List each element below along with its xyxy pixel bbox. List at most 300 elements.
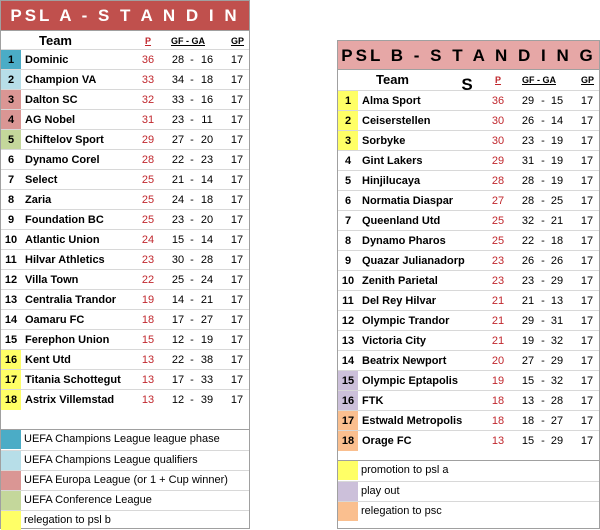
- games-played-cell: 17: [580, 95, 594, 107]
- legend-label: UEFA Europa League (or 1 + Cup winner): [24, 474, 228, 486]
- team-name: Astrix Villemstad: [25, 394, 115, 406]
- team-name: Atlantic Union: [25, 234, 100, 246]
- rank-cell: 4: [1, 110, 21, 130]
- points-cell: 28: [491, 175, 505, 187]
- games-played-cell: 17: [580, 355, 594, 367]
- games-played-cell: 17: [230, 314, 244, 326]
- team-name: Estwald Metropolis: [362, 415, 463, 427]
- points-cell: 21: [491, 295, 505, 307]
- games-played-cell: 17: [580, 415, 594, 427]
- points-cell: 25: [491, 235, 505, 247]
- points-cell: 13: [141, 394, 155, 406]
- points-cell: 29: [141, 134, 155, 146]
- goals-against-cell: 31: [550, 315, 564, 327]
- points-cell: 28: [141, 154, 155, 166]
- goals-for-cell: 27: [171, 134, 185, 146]
- rank-cell: 9: [7, 214, 15, 226]
- psl-a-column-header: [1, 31, 249, 51]
- games-played-cell: 17: [580, 175, 594, 187]
- goals-against-cell: 29: [550, 435, 564, 447]
- goals-for-cell: 15: [521, 375, 535, 387]
- points-cell: 25: [141, 174, 155, 186]
- goals-for-cell: 29: [521, 315, 535, 327]
- rank-cell: 1: [1, 50, 21, 70]
- team-name: Normatia Diaspar: [362, 195, 454, 207]
- games-played-column-header: GP: [231, 36, 245, 46]
- games-played-cell: 17: [580, 195, 594, 207]
- points-cell: 33: [141, 74, 155, 86]
- table-row: [338, 350, 599, 370]
- goals-separator: -: [190, 354, 194, 366]
- goals-for-column-header: GF - GA: [171, 36, 205, 46]
- team-name: Dynamo Corel: [25, 154, 100, 166]
- legend-item: [1, 490, 249, 510]
- goals-for-cell: 23: [171, 214, 185, 226]
- team-name: Foundation BC: [25, 214, 104, 226]
- legend-item: [1, 430, 249, 450]
- team-name: Kent Utd: [25, 354, 71, 366]
- points-column-header: P: [145, 36, 152, 46]
- team-name: Dalton SC: [25, 94, 78, 106]
- goals-against-cell: 18: [550, 235, 564, 247]
- goals-separator: -: [541, 315, 545, 327]
- goals-separator: -: [190, 114, 194, 126]
- goals-separator: -: [190, 294, 194, 306]
- goals-against-cell: 38: [200, 354, 214, 366]
- table-row: [1, 389, 249, 409]
- goals-separator: -: [190, 94, 194, 106]
- games-played-cell: 17: [580, 315, 594, 327]
- rank-cell: 8: [344, 235, 352, 247]
- psl-a-legend: [1, 429, 249, 528]
- table-row: [1, 69, 249, 89]
- team-name: Orage FC: [362, 435, 412, 447]
- legend-label: relegation to psc: [361, 505, 442, 517]
- legend-swatch: [338, 461, 358, 480]
- table-row: [1, 329, 249, 349]
- team-name: Victoria City: [362, 335, 426, 347]
- goals-separator: -: [541, 275, 545, 287]
- goals-for-cell: 23: [171, 114, 185, 126]
- goals-separator: -: [190, 134, 194, 146]
- legend-swatch: [1, 511, 21, 530]
- goals-separator: -: [541, 175, 545, 187]
- rank-cell: 16: [338, 391, 358, 411]
- table-row: [338, 310, 599, 330]
- table-row: [1, 89, 249, 109]
- goals-against-cell: 15: [550, 95, 564, 107]
- goals-for-cell: 14: [171, 294, 185, 306]
- goals-for-cell: 33: [171, 94, 185, 106]
- points-cell: 22: [141, 274, 155, 286]
- rank-cell: 11: [342, 295, 354, 307]
- table-row: [338, 390, 599, 410]
- goals-against-cell: 33: [200, 374, 214, 386]
- rank-cell: 18: [338, 431, 358, 451]
- goals-for-cell: 23: [521, 135, 535, 147]
- games-played-cell: 17: [230, 274, 244, 286]
- goals-separator: -: [541, 435, 545, 447]
- games-played-cell: 17: [230, 294, 244, 306]
- rank-cell: 12: [341, 315, 355, 327]
- table-row: [1, 369, 249, 389]
- games-played-cell: 17: [230, 134, 244, 146]
- goals-separator: -: [541, 95, 545, 107]
- goals-against-cell: 32: [550, 375, 564, 387]
- goals-separator: -: [541, 115, 545, 127]
- legend-label: play out: [361, 485, 400, 497]
- team-column-header: Team: [376, 72, 409, 87]
- goals-for-cell: 34: [171, 74, 185, 86]
- table-row: [1, 49, 249, 69]
- rank-cell: 13: [4, 294, 18, 306]
- goals-for-cell: 26: [521, 255, 535, 267]
- rank-cell: 6: [7, 154, 15, 166]
- games-played-cell: 17: [230, 214, 244, 226]
- team-name: Titania Schottegut: [25, 374, 121, 386]
- rank-cell: 7: [344, 215, 352, 227]
- goals-for-cell: 31: [521, 155, 535, 167]
- psl-b-standings-table: [337, 40, 600, 529]
- points-cell: 20: [491, 355, 505, 367]
- rank-cell: 18: [1, 390, 21, 410]
- points-cell: 36: [491, 95, 505, 107]
- points-cell: 31: [141, 114, 155, 126]
- rank-cell: 2: [1, 70, 21, 90]
- goals-against-cell: 20: [200, 214, 214, 226]
- points-cell: 18: [491, 395, 505, 407]
- games-played-cell: 17: [230, 114, 244, 126]
- points-cell: 15: [141, 334, 155, 346]
- games-played-cell: 17: [230, 154, 244, 166]
- games-played-cell: 17: [230, 254, 244, 266]
- rank-cell: 5: [1, 130, 21, 150]
- goals-against-cell: 14: [200, 174, 214, 186]
- psl-b-legend: [338, 460, 599, 528]
- games-played-cell: 17: [580, 255, 594, 267]
- table-row: [338, 410, 599, 430]
- rank-cell: 9: [344, 255, 352, 267]
- goals-for-cell: 13: [521, 395, 535, 407]
- points-cell: 23: [141, 254, 155, 266]
- rank-cell: 2: [338, 111, 358, 131]
- goals-against-cell: 23: [200, 154, 214, 166]
- goals-for-cell: 12: [171, 394, 185, 406]
- legend-swatch: [1, 491, 21, 510]
- rank-cell: 10: [4, 234, 18, 246]
- goals-against-cell: 14: [550, 115, 564, 127]
- goals-separator: -: [541, 355, 545, 367]
- table-row: [338, 110, 599, 130]
- points-cell: 30: [491, 135, 505, 147]
- legend-label: UEFA Champions League league phase: [24, 433, 220, 445]
- points-cell: 18: [141, 314, 155, 326]
- table-row: [338, 130, 599, 150]
- table-row: [338, 250, 599, 270]
- points-cell: 30: [491, 115, 505, 127]
- points-cell: 23: [491, 275, 505, 287]
- points-cell: 25: [141, 194, 155, 206]
- points-cell: 13: [491, 435, 505, 447]
- goals-for-cell: 19: [521, 335, 535, 347]
- goals-for-cell: 28: [521, 195, 535, 207]
- rank-cell: 5: [344, 175, 352, 187]
- rank-cell: 3: [338, 131, 358, 151]
- psl-b-title: PSL B - S T A N D I N G S: [341, 46, 596, 94]
- team-name: Queenland Utd: [362, 215, 441, 227]
- team-column-header: Team: [39, 33, 72, 48]
- goals-for-cell: 18: [521, 415, 535, 427]
- goals-separator: -: [541, 395, 545, 407]
- table-row: [1, 269, 249, 289]
- games-played-cell: 17: [230, 334, 244, 346]
- games-played-column-header: GP: [581, 75, 595, 85]
- table-row: [1, 149, 249, 169]
- team-name: Select: [25, 174, 58, 186]
- goals-against-cell: 21: [200, 294, 214, 306]
- table-row: [338, 270, 599, 290]
- team-name: Zenith Parietal: [362, 275, 438, 287]
- goals-for-column-header: GF - GA: [522, 75, 556, 85]
- legend-item: [338, 481, 599, 501]
- points-cell: 19: [141, 294, 155, 306]
- goals-against-cell: 27: [200, 314, 214, 326]
- points-cell: 19: [491, 375, 505, 387]
- goals-against-cell: 16: [200, 54, 214, 66]
- games-played-cell: 17: [580, 215, 594, 227]
- team-name: Hilvar Athletics: [25, 254, 105, 266]
- table-row: [338, 370, 599, 390]
- team-name: Olympic Trandor: [362, 315, 450, 327]
- points-cell: 23: [491, 255, 505, 267]
- goals-against-cell: 26: [550, 255, 564, 267]
- goals-against-cell: 14: [200, 234, 214, 246]
- goals-for-cell: 12: [171, 334, 185, 346]
- legend-label: UEFA Champions League qualifiers: [24, 454, 198, 466]
- goals-separator: -: [190, 74, 194, 86]
- goals-for-cell: 32: [521, 215, 535, 227]
- goals-for-cell: 22: [521, 235, 535, 247]
- games-played-cell: 17: [230, 194, 244, 206]
- goals-separator: -: [190, 174, 194, 186]
- legend-item: [1, 450, 249, 470]
- rank-cell: 15: [4, 334, 18, 346]
- team-name: Del Rey Hilvar: [362, 295, 436, 307]
- points-cell: 18: [491, 415, 505, 427]
- rank-cell: 10: [341, 275, 355, 287]
- goals-separator: -: [541, 255, 545, 267]
- games-played-cell: 17: [230, 234, 244, 246]
- team-name: Hinjilucaya: [362, 175, 421, 187]
- goals-against-cell: 13: [550, 295, 564, 307]
- goals-for-cell: 28: [171, 54, 185, 66]
- legend-swatch: [338, 502, 358, 521]
- games-played-cell: 17: [230, 74, 244, 86]
- team-name: Zaria: [25, 194, 52, 206]
- legend-swatch: [1, 430, 21, 449]
- team-name: Sorbyke: [362, 135, 406, 147]
- rank-cell: 11: [5, 254, 17, 266]
- rank-cell: 15: [338, 371, 358, 391]
- psl-a-title: PSL A - S T A N D I N G S: [10, 6, 240, 55]
- goals-for-cell: 28: [521, 175, 535, 187]
- goals-against-cell: 18: [200, 194, 214, 206]
- rank-cell: 4: [344, 155, 352, 167]
- goals-against-cell: 19: [550, 135, 564, 147]
- points-cell: 25: [491, 215, 505, 227]
- games-played-cell: 17: [580, 375, 594, 387]
- table-row: [338, 330, 599, 350]
- goals-separator: -: [190, 234, 194, 246]
- games-played-cell: 17: [230, 174, 244, 186]
- table-row: [1, 229, 249, 249]
- rank-cell: 13: [341, 335, 355, 347]
- goals-separator: -: [541, 235, 545, 247]
- goals-against-cell: 21: [550, 215, 564, 227]
- goals-separator: -: [541, 415, 545, 427]
- games-played-cell: 17: [230, 394, 244, 406]
- rank-cell: 14: [4, 314, 18, 326]
- points-cell: 13: [141, 374, 155, 386]
- table-row: [1, 169, 249, 189]
- legend-label: UEFA Conference League: [24, 494, 152, 506]
- points-cell: 24: [141, 234, 155, 246]
- points-cell: 21: [491, 315, 505, 327]
- rank-cell: 16: [1, 350, 21, 370]
- goals-against-cell: 28: [550, 395, 564, 407]
- table-row: [1, 349, 249, 369]
- goals-against-cell: 29: [550, 355, 564, 367]
- goals-against-cell: 20: [200, 134, 214, 146]
- goals-separator: -: [541, 295, 545, 307]
- goals-for-cell: 23: [521, 275, 535, 287]
- legend-item: [338, 461, 599, 481]
- table-row: [338, 430, 599, 450]
- rank-cell: 12: [4, 274, 18, 286]
- team-name: Ferephon Union: [25, 334, 110, 346]
- team-name: Oamaru FC: [25, 314, 85, 326]
- goals-separator: -: [190, 394, 194, 406]
- points-column-header: P: [495, 75, 502, 85]
- rank-cell: 8: [7, 194, 15, 206]
- team-name: FTK: [362, 395, 384, 407]
- points-cell: 36: [141, 54, 155, 66]
- games-played-cell: 17: [580, 275, 594, 287]
- rank-cell: 1: [338, 91, 358, 111]
- table-row: [338, 170, 599, 190]
- goals-against-cell: 29: [550, 275, 564, 287]
- goals-separator: -: [541, 195, 545, 207]
- team-name: Villa Town: [25, 274, 79, 286]
- points-cell: 21: [491, 335, 505, 347]
- goals-separator: -: [190, 334, 194, 346]
- games-played-cell: 17: [580, 335, 594, 347]
- goals-against-cell: 19: [200, 334, 214, 346]
- goals-separator: -: [190, 314, 194, 326]
- table-row: [338, 210, 599, 230]
- goals-against-cell: 24: [200, 274, 214, 286]
- goals-for-cell: 15: [171, 234, 185, 246]
- team-name: Ceiserstellen: [362, 115, 431, 127]
- legend-label: relegation to psl b: [24, 514, 111, 526]
- table-row: [338, 90, 599, 110]
- goals-against-cell: 18: [200, 74, 214, 86]
- table-row: [1, 209, 249, 229]
- points-cell: 32: [141, 94, 155, 106]
- points-cell: 25: [141, 214, 155, 226]
- team-name: Beatrix Newport: [362, 355, 447, 367]
- table-row: [1, 289, 249, 309]
- goals-separator: -: [190, 154, 194, 166]
- table-row: [1, 189, 249, 209]
- goals-for-cell: 24: [171, 194, 185, 206]
- goals-separator: -: [190, 214, 194, 226]
- goals-for-cell: 21: [171, 174, 185, 186]
- team-name: Chiftelov Sport: [25, 134, 104, 146]
- games-played-cell: 17: [580, 115, 594, 127]
- psl-b-column-header: [338, 70, 599, 90]
- table-row: [338, 190, 599, 210]
- goals-against-cell: 39: [200, 394, 214, 406]
- goals-separator: -: [190, 194, 194, 206]
- goals-for-cell: 25: [171, 274, 185, 286]
- table-row: [1, 129, 249, 149]
- goals-separator: -: [190, 374, 194, 386]
- rank-cell: 17: [338, 411, 358, 431]
- goals-for-cell: 17: [171, 314, 185, 326]
- goals-for-cell: 26: [521, 115, 535, 127]
- goals-for-cell: 21: [521, 295, 535, 307]
- games-played-cell: 17: [580, 235, 594, 247]
- table-row: [338, 150, 599, 170]
- rank-cell: 6: [344, 195, 352, 207]
- goals-for-cell: 27: [521, 355, 535, 367]
- team-name: Centralia Trandor: [25, 294, 117, 306]
- goals-separator: -: [541, 155, 545, 167]
- goals-for-cell: 17: [171, 374, 185, 386]
- goals-for-cell: 29: [521, 95, 535, 107]
- games-played-cell: 17: [230, 374, 244, 386]
- legend-item: [1, 470, 249, 490]
- rank-cell: 3: [1, 90, 21, 110]
- team-name: Dominic: [25, 54, 69, 66]
- points-cell: 27: [491, 195, 505, 207]
- goals-for-cell: 22: [171, 154, 185, 166]
- goals-against-cell: 32: [550, 335, 564, 347]
- games-played-cell: 17: [230, 94, 244, 106]
- team-name: Quazar Julianadorp: [362, 255, 465, 267]
- table-row: [338, 290, 599, 310]
- goals-against-cell: 25: [550, 195, 564, 207]
- games-played-cell: 17: [580, 155, 594, 167]
- rank-cell: 17: [1, 370, 21, 390]
- goals-against-cell: 11: [201, 114, 213, 126]
- psl-a-standings-table: [0, 0, 250, 529]
- team-name: Champion VA: [25, 74, 97, 86]
- goals-against-cell: 19: [550, 155, 564, 167]
- points-cell: 13: [141, 354, 155, 366]
- goals-separator: -: [190, 254, 194, 266]
- goals-against-cell: 19: [550, 175, 564, 187]
- goals-separator: -: [541, 335, 545, 347]
- team-name: Olympic Eptapolis: [362, 375, 458, 387]
- rank-cell: 14: [341, 355, 355, 367]
- legend-swatch: [338, 482, 358, 501]
- goals-against-cell: 27: [550, 415, 564, 427]
- goals-separator: -: [541, 135, 545, 147]
- games-played-cell: 17: [580, 395, 594, 407]
- goals-against-cell: 16: [200, 94, 214, 106]
